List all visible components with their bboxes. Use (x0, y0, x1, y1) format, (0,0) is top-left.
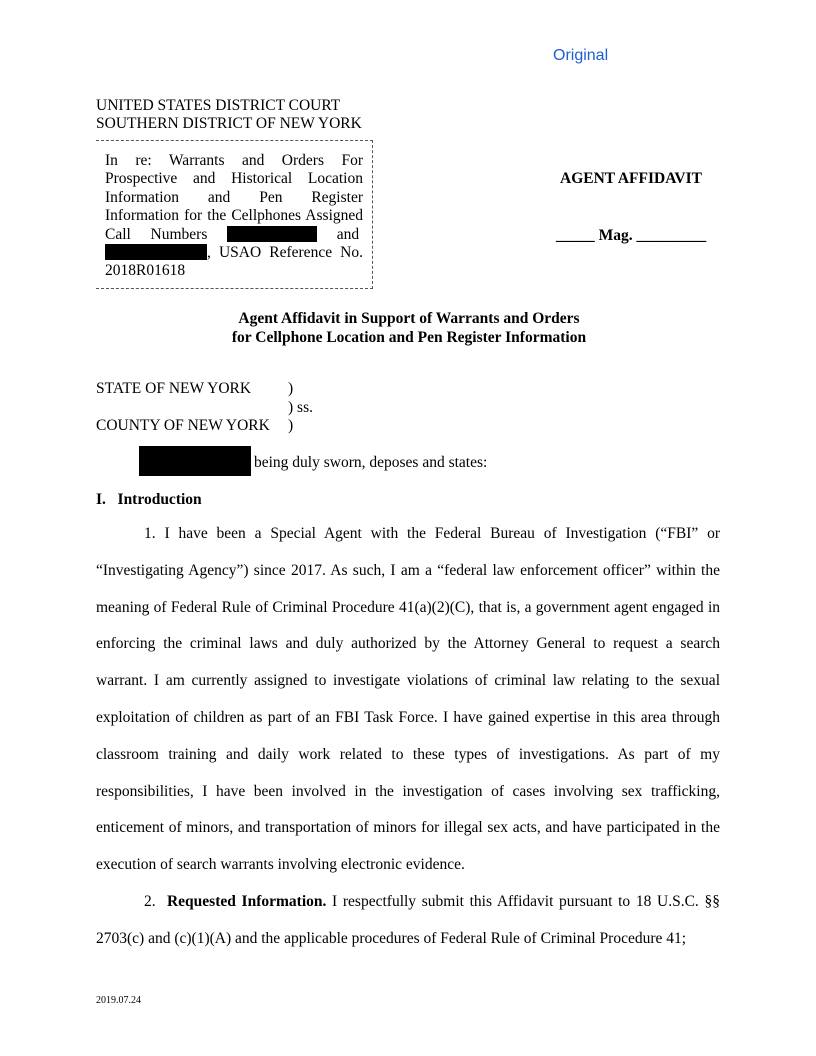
document-type: AGENT AFFIDAVIT (560, 170, 702, 187)
paragraph-1-text: 1. I have been a Special Agent with the Federal Bureau of Investigation (“FBI” or “Investigating Agency”) since 2017. As such, I am a “federal law enforcement officer” within the meaning of Federal Rule of Criminal Procedure 41(a)(2)(C), that is, a government agent engaged in enforcing the criminal laws and duly authorized by the Attorney General to request a search warrant. I am currently assigned to investigate violations of criminal law relating to the sexual exploitation of children as part of an FBI Task Force. I have gained expertise in this area through classroom training and daily work related to these types of investigations. As part of my responsibilities, I have been involved in the investigation of cases involving sex trafficking, enticement of minors, and transportation of minors for illegal sex acts, and have participated in the execution of search warrants involving electronic evidence. (96, 525, 720, 874)
redaction-bar (105, 244, 207, 260)
venue-state: STATE OF NEW YORK (96, 380, 252, 397)
redacted-agent-name (139, 446, 251, 476)
title-line-2: for Cellphone Location and Pen Register Information (231, 329, 587, 346)
footer-date: 2019.07.24 (96, 995, 141, 1006)
court-line-2: SOUTHERN DISTRICT OF NEW YORK (96, 115, 362, 132)
title-line-1: Agent Affidavit in Support of Warrants and Orders (238, 310, 580, 327)
section-heading: I. Introduction (96, 491, 202, 508)
court-line-1: UNITED STATES DISTRICT COURT (96, 97, 341, 114)
caption-text-3: , USAO Reference No. 2018R01618 (105, 244, 363, 280)
caption-text-2: and (336, 225, 360, 243)
case-caption (105, 152, 363, 281)
venue-paren: ) (288, 380, 294, 397)
venue-county: COUNTY OF NEW YORK (96, 417, 270, 434)
sworn-statement: being duly sworn, deposes and states: (254, 454, 488, 471)
paragraph-2 (96, 884, 720, 958)
venue-paren: ) (288, 417, 294, 434)
court-name (96, 97, 362, 133)
paragraph-1 (96, 516, 720, 884)
venue-block (96, 380, 313, 436)
magistrate-number: _____ Mag. _________ (556, 227, 707, 244)
paragraph-2-text: I respectfully submit this Affidavit pursuant to 18 U.S.C. §§ 2703(c) and (c)(1)(A) and the applicable procedures of Federal Rule of Criminal Procedure 41; (96, 893, 720, 947)
paragraph-2-number: 2. (144, 893, 156, 910)
caption-text-1: In re: Warrants and Orders For Prospective and Historical Location Information and Pen Register Information for the Cellphones Assigned Call Numbers (105, 152, 363, 243)
affidavit-title (96, 309, 722, 347)
original-stamp: Original (553, 47, 609, 64)
venue-ss: ) ss. (288, 398, 313, 416)
paragraph-2-heading: Requested Information. (166, 893, 327, 910)
redaction-bar (227, 226, 317, 242)
